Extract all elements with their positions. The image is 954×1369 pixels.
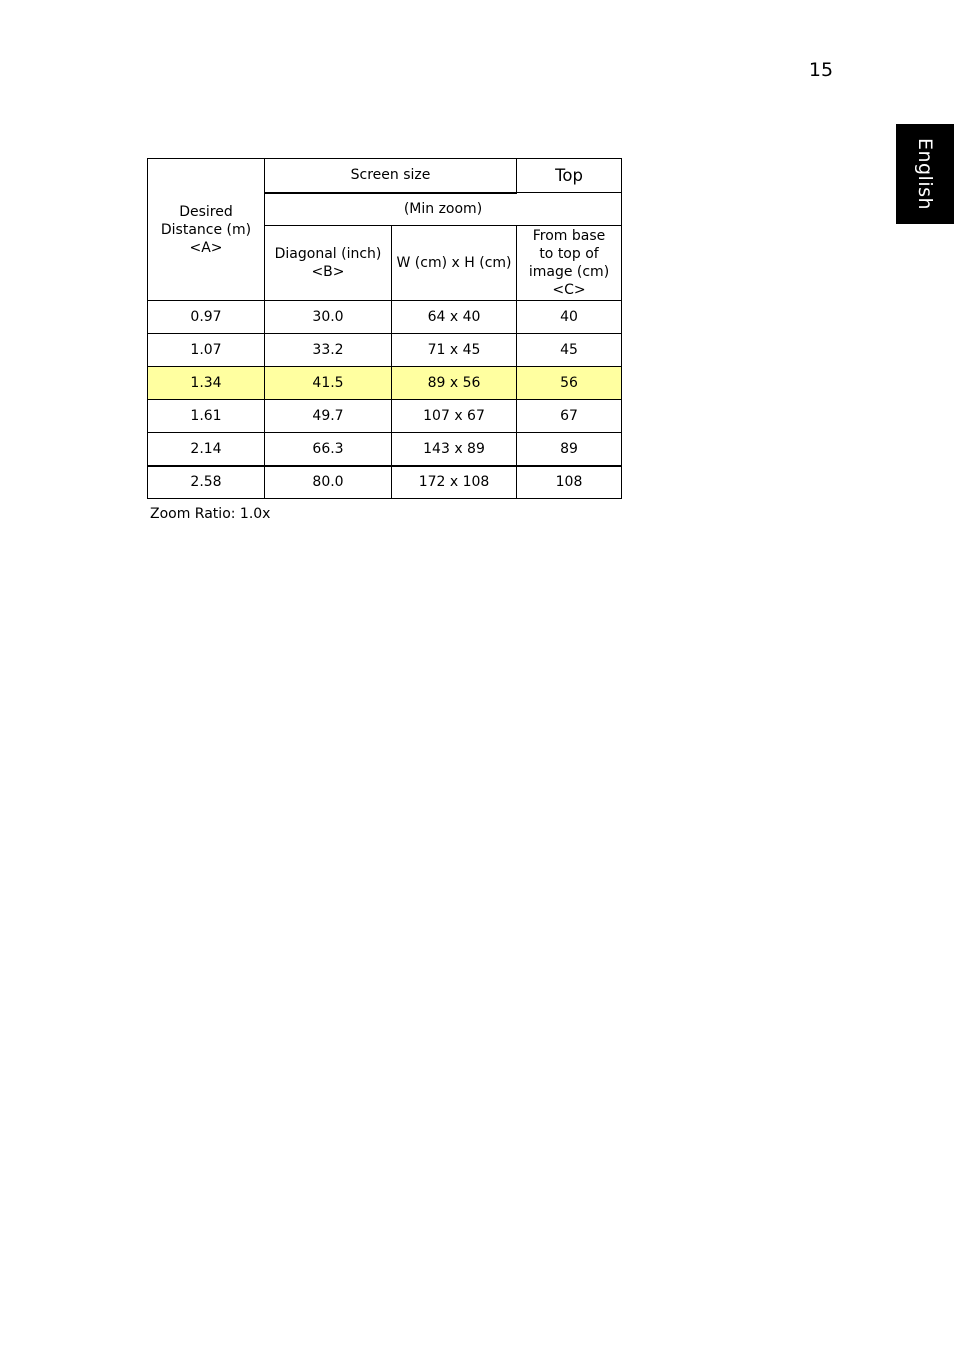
language-tab <box>896 124 954 224</box>
header-min-zoom: (Min zoom) <box>265 193 622 226</box>
cell-distance: 2.14 <box>148 433 265 466</box>
page-number: 15 <box>808 59 834 81</box>
cell-diagonal: 66.3 <box>265 433 392 466</box>
cell-top: 45 <box>517 334 622 367</box>
cell-wxh: 107 x 67 <box>392 400 517 433</box>
cell-wxh: 143 x 89 <box>392 433 517 466</box>
header-diagonal: Diagonal (inch) <B> <box>265 226 392 301</box>
cell-diagonal: 49.7 <box>265 400 392 433</box>
cell-wxh: 172 x 108 <box>392 466 517 499</box>
table-row <box>148 400 622 433</box>
cell-diagonal: 41.5 <box>265 367 392 400</box>
cell-diagonal: 30.0 <box>265 301 392 334</box>
language-tab-label: English <box>914 137 936 211</box>
cell-wxh: 71 x 45 <box>392 334 517 367</box>
cell-distance: 1.34 <box>148 367 265 400</box>
projection-distance-table <box>147 158 622 499</box>
table-row <box>148 301 622 334</box>
table-row <box>148 466 622 499</box>
cell-top: 108 <box>517 466 622 499</box>
cell-wxh: 64 x 40 <box>392 301 517 334</box>
header-top: Top <box>517 159 622 193</box>
table-row-highlighted <box>148 367 622 400</box>
table-row <box>148 334 622 367</box>
table-row <box>148 433 622 466</box>
header-width-height: W (cm) x H (cm) <box>392 226 517 301</box>
header-screen-size: Screen size <box>265 159 517 193</box>
cell-diagonal: 80.0 <box>265 466 392 499</box>
cell-distance: 1.07 <box>148 334 265 367</box>
zoom-ratio-note: Zoom Ratio: 1.0x <box>150 506 271 522</box>
header-desired-distance: Desired Distance (m) <A> <box>148 159 265 301</box>
cell-distance: 2.58 <box>148 466 265 499</box>
cell-top: 67 <box>517 400 622 433</box>
cell-top: 40 <box>517 301 622 334</box>
cell-top: 56 <box>517 367 622 400</box>
cell-distance: 1.61 <box>148 400 265 433</box>
cell-diagonal: 33.2 <box>265 334 392 367</box>
cell-distance: 0.97 <box>148 301 265 334</box>
cell-top: 89 <box>517 433 622 466</box>
header-from-base: From base to top of image (cm) <C> <box>517 226 622 301</box>
cell-wxh: 89 x 56 <box>392 367 517 400</box>
